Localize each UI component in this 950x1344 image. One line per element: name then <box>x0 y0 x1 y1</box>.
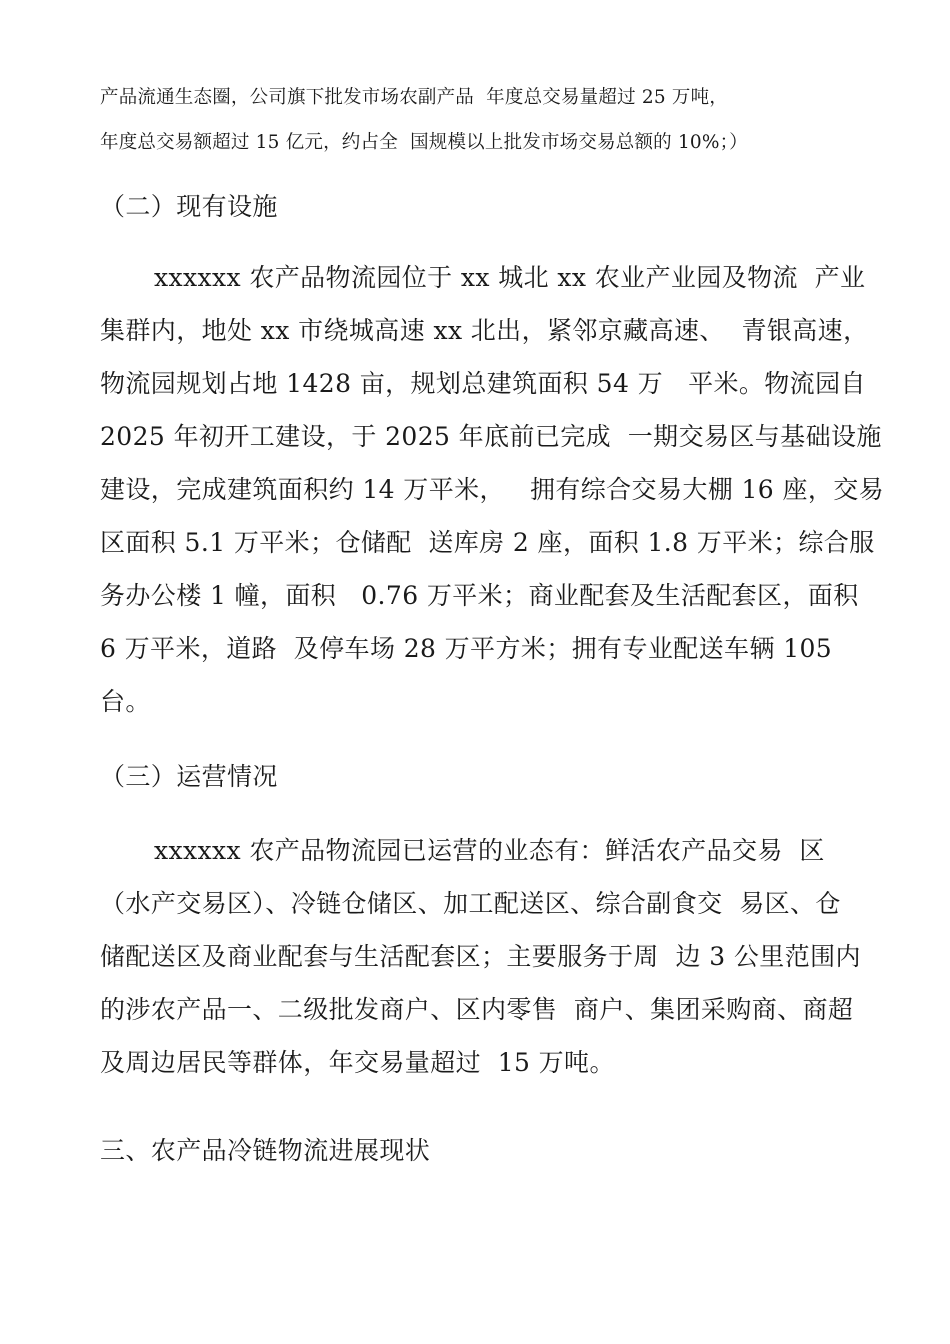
section-2-line-1: xxxxxx 农产品物流园位于 xx 城北 xx 农业产业园及物流 产业 <box>154 263 866 292</box>
section-2-heading: （二）现有设施 <box>100 192 278 221</box>
section-2-line-7: 务办公楼 1 幢，面积 0.76 万平米；商业配套及生活配套区，面积 <box>100 581 859 610</box>
intro-line-2: 年度总交易额超过 15 亿元，约占全 国规模以上批发市场交易总额的 10%；） <box>100 132 748 153</box>
section-2-line-3: 物流园规划占地 1428 亩，规划总建筑面积 54 万 平米。物流园自 <box>100 369 866 398</box>
intro-line-1: 产品流通生态圈，公司旗下批发市场农副产品 年度总交易量超过 25 万吨， <box>100 87 728 108</box>
section-3-line-1: xxxxxx 农产品物流园已运营的业态有：鲜活农产品交易 区 <box>154 836 825 865</box>
section-2-line-4: 2025 年初开工建设，于 2025 年底前已完成 一期交易区与基础设施 <box>100 422 882 451</box>
section-2-line-9: 台。 <box>100 687 151 716</box>
section-3-line-2: （水产交易区）、冷链仓储区、加工配送区、综合副食交 易区、仓 <box>100 889 841 918</box>
section-2-line-6: 区面积 5.1 万平米；仓储配 送库房 2 座，面积 1.8 万平米；综合服 <box>100 528 875 557</box>
section-2-line-2: 集群内，地处 xx 市绕城高速 xx 北出，紧邻京藏高速、 青银高速， <box>100 316 869 345</box>
section-3-line-3: 储配送区及商业配套与生活配套区；主要服务于周 边 3 公里范围内 <box>100 942 861 971</box>
section-2-line-8: 6 万平米，道路 及停车场 28 万平方米；拥有专业配送车辆 105 <box>100 634 833 663</box>
section-3-heading: （三）运营情况 <box>100 762 278 791</box>
section-3-line-5: 及周边居民等群体，年交易量超过 15 万吨。 <box>100 1048 615 1077</box>
chapter-3-heading: 三、农产品冷链物流进展现状 <box>100 1136 431 1165</box>
section-2-line-5: 建设，完成建筑面积约 14 万平米， 拥有综合交易大棚 16 座，交易 <box>100 475 885 504</box>
section-3-line-4: 的涉农产品一、二级批发商户、区内零售 商户、集团采购商、商超 <box>100 995 854 1024</box>
